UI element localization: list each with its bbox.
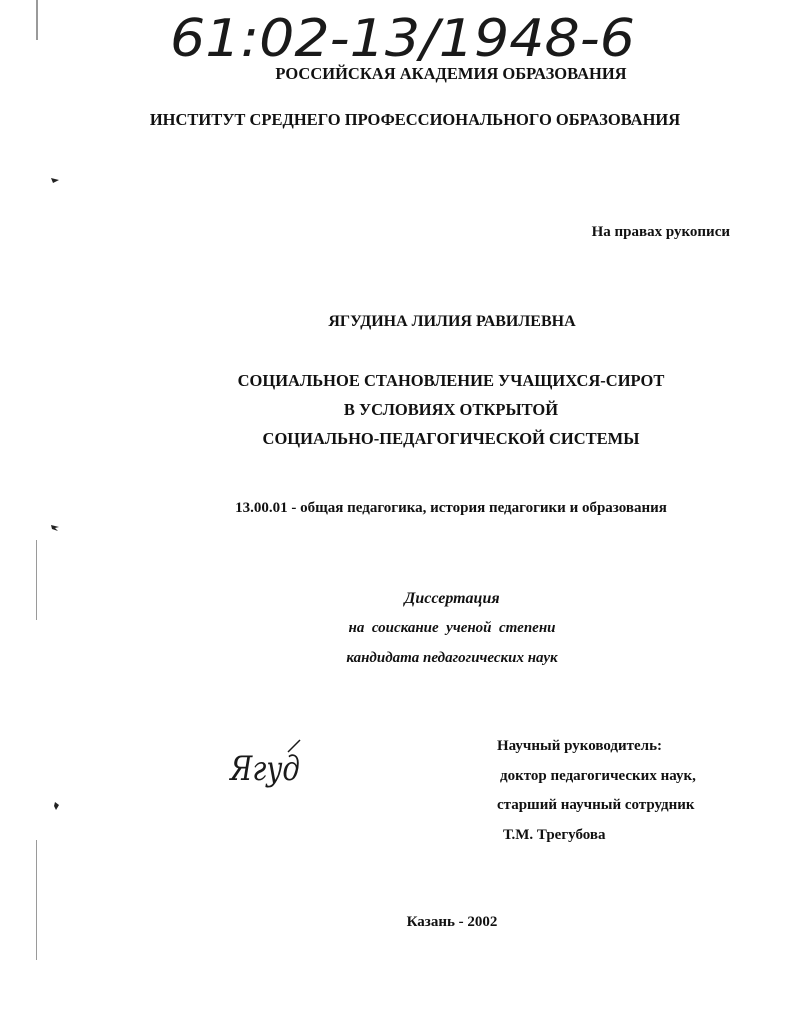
handwritten-archive-code [170, 4, 640, 66]
degree-line-2: на соискание ученой степени [348, 620, 556, 636]
author-name: ЯГУДИНА ЛИЛИЯ РАВИЛЕВНА [328, 313, 576, 330]
thesis-title-line-3: СОЦИАЛЬНО-ПЕДАГОГИЧЕСКОЙ СИСТЕМЫ [262, 429, 640, 448]
scan-speck [50, 524, 60, 532]
archive-code-text: 61:02-13/1948-6 [170, 9, 635, 66]
city-year: Казань - 2002 [406, 914, 498, 930]
scan-speck [50, 176, 60, 184]
thesis-title-line-2: В УСЛОВИЯХ ОТКРЫТОЙ [343, 400, 559, 419]
institute-name: ИНСТИТУТ СРЕДНЕГО ПРОФЕССИОНАЛЬНОГО ОБРАЗОВАНИЯ [149, 110, 681, 129]
specialty-code: 13.00.01 - общая педагогика, история педагогики и образования [235, 500, 667, 516]
degree-line-3: кандидата педагогических наук [346, 650, 558, 666]
organization-name: РОССИЙСКАЯ АКАДЕМИЯ ОБРАЗОВАНИЯ [275, 64, 627, 83]
supervisor-name: Т.М. Трегубова [503, 827, 606, 843]
handwritten-signature [228, 736, 308, 796]
supervisor-position: старший научный сотрудник [497, 797, 695, 813]
scan-edge-line [36, 540, 37, 620]
signature-text: Ягуд [228, 749, 300, 789]
supervisor-heading: Научный руководитель: [497, 738, 662, 754]
degree-line-1: Диссертация [404, 590, 500, 607]
scan-speck [52, 802, 62, 810]
scan-edge-line [36, 840, 37, 960]
rights-note: На правах рукописи [591, 224, 730, 240]
scan-edge-line [36, 0, 38, 40]
supervisor-degree: доктор педагогических наук, [500, 768, 696, 784]
thesis-title-line-1: СОЦИАЛЬНОЕ СТАНОВЛЕНИЕ УЧАЩИХСЯ-СИРОТ [237, 371, 665, 390]
